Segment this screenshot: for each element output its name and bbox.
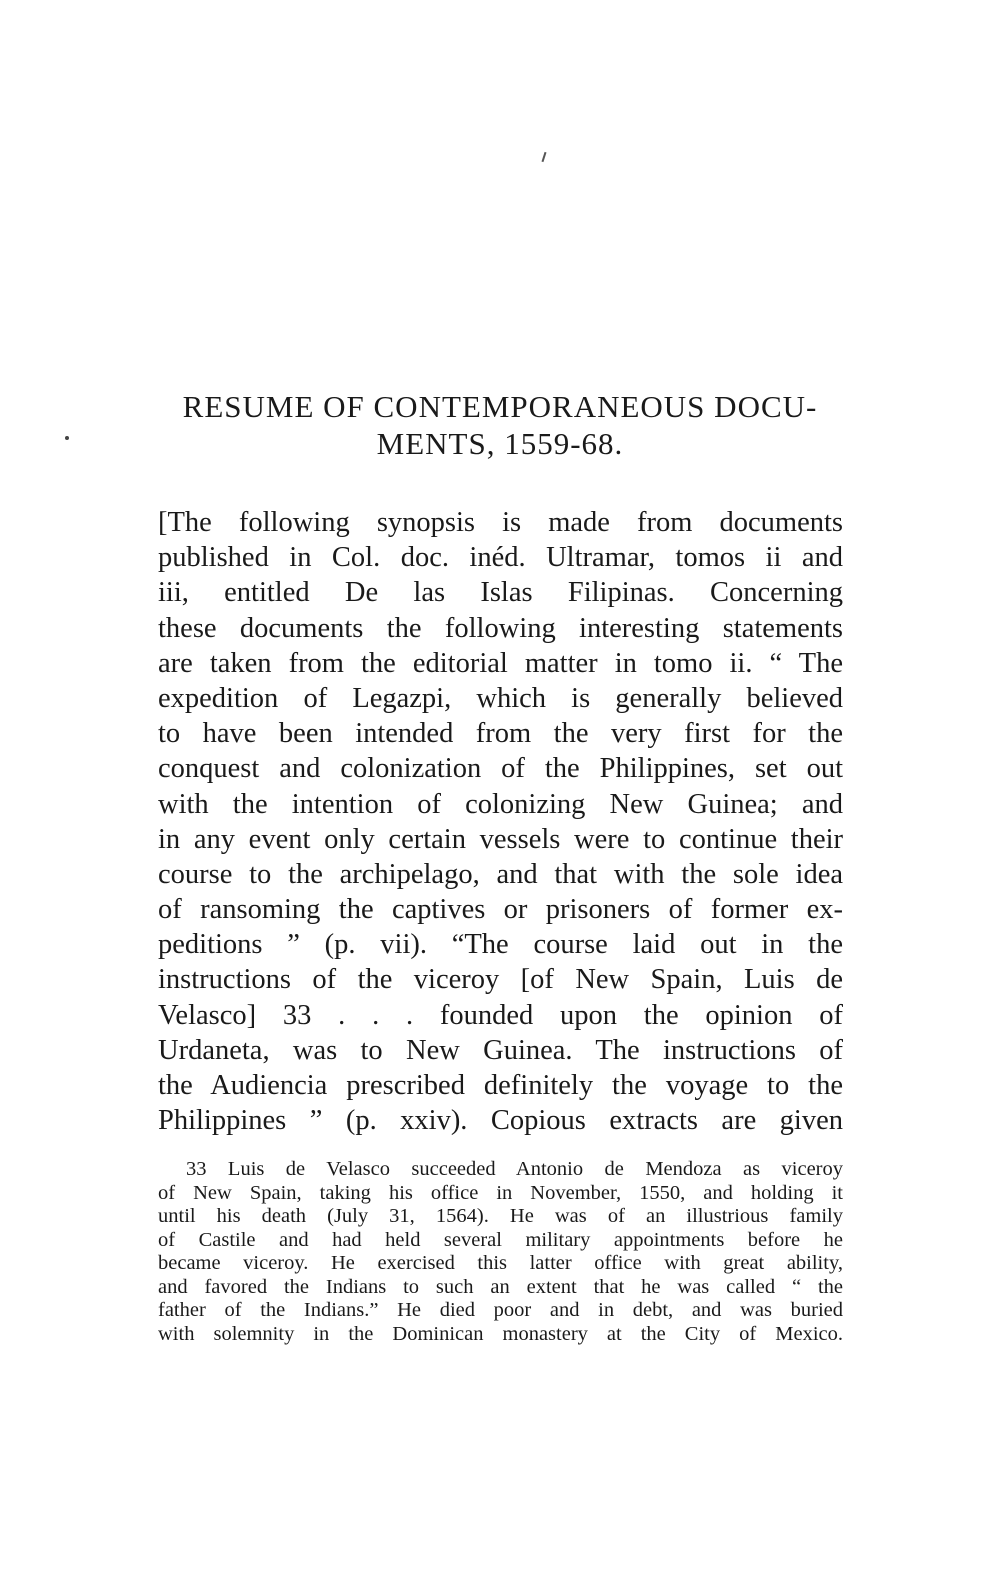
footnote-line: until his death (July 31, 1564). He was of an illustrious family xyxy=(158,1205,843,1227)
document-title xyxy=(130,388,870,462)
body-line: [The following synopsis is made from documents xyxy=(158,507,843,538)
footnote-line: and favored the Indians to such an extent that he was called “ the xyxy=(158,1275,843,1298)
body-line: instructions of the viceroy [of New Spain, Luis de xyxy=(158,964,843,996)
body-line: expedition of Legazpi, which is generally believed xyxy=(158,682,843,714)
body-line: course to the archipelago, and that with the sole idea xyxy=(158,858,843,890)
body-line: conquest and colonization of the Philippines, set out xyxy=(158,753,843,785)
body-line: Velasco] 33 . . . founded upon the opinion of xyxy=(158,999,843,1031)
footnote-line: with solemnity in the Dominican monastery at the City of Mexico. xyxy=(158,1322,843,1345)
footnote-line: 33 Luis de Velasco succeeded Antonio de Mendoza as viceroy xyxy=(186,1158,843,1180)
footnote xyxy=(158,1158,843,1346)
footnote-line: father of the Indians.” He died poor and in debt, and was buried xyxy=(158,1299,843,1321)
print-dot xyxy=(65,436,69,440)
body-line: these documents the following interesting statements xyxy=(158,612,843,644)
body-line: published in Col. doc. inéd. Ultramar, tomos ii and xyxy=(158,542,843,574)
footnote-line: became viceroy. He exercised this latter office with great ability, xyxy=(158,1252,843,1274)
body-line: of ransoming the captives or prisoners of former ex- xyxy=(158,894,843,926)
body-line: to have been intended from the very first for the xyxy=(158,718,843,750)
body-line: iii, entitled De las Islas Filipinas. Concerning xyxy=(158,577,843,609)
footnote-line: of Castile and had held several military appointments before he xyxy=(158,1228,843,1251)
body-line: Urdaneta, was to New Guinea. The instructions of xyxy=(158,1034,843,1066)
body-line: are taken from the editorial matter in tomo ii. “ The xyxy=(158,647,843,679)
body-line: the Audiencia prescribed definitely the voyage to the xyxy=(158,1070,843,1101)
footnote-line: of New Spain, taking his office in November, 1550, and holding it xyxy=(158,1181,843,1204)
title-line: MENTS, 1559-68. xyxy=(376,426,624,461)
body-line: in any event only certain vessels were to continue their xyxy=(158,823,843,855)
body-line: with the intention of colonizing New Guinea; and xyxy=(158,788,843,820)
print-mark xyxy=(542,152,547,162)
body-line: peditions ” (p. vii). “The course laid out in the xyxy=(158,929,843,961)
body-paragraph xyxy=(158,505,843,1138)
body-line: Philippines ” (p. xxiv). Copious extracts are given xyxy=(158,1105,843,1137)
title-line: RESUME OF CONTEMPORANEOUS DOCU- xyxy=(182,389,818,424)
